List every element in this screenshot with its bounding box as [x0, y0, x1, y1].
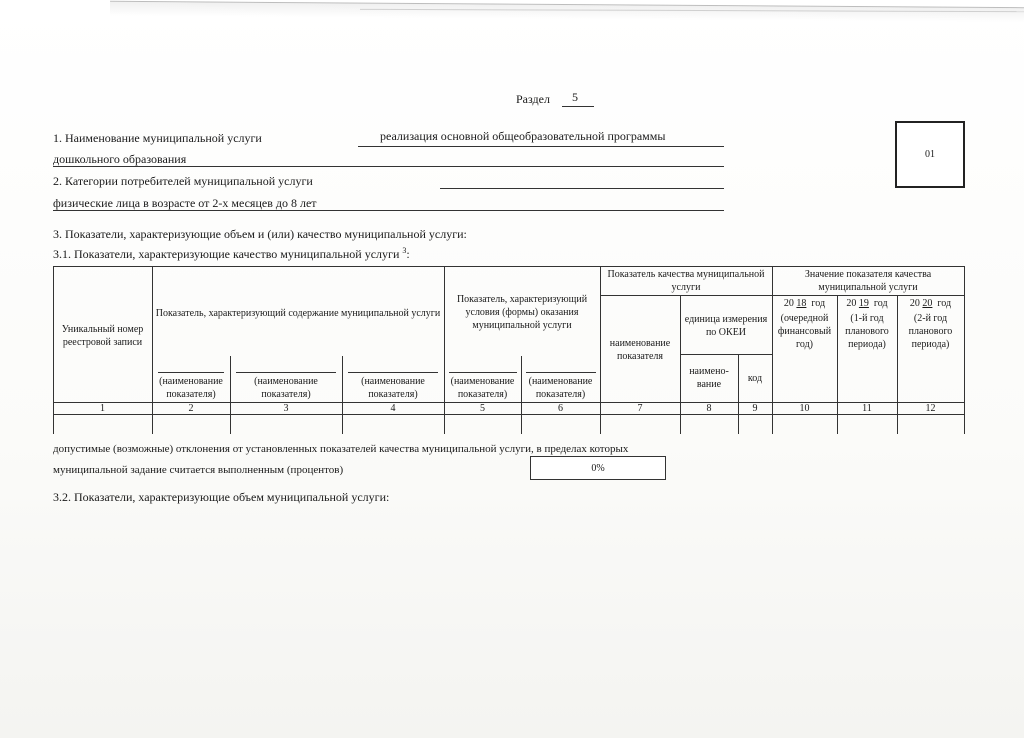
section-3-1-title [53, 246, 410, 262]
section-underline [562, 106, 594, 107]
col-number-6: 6 [558, 403, 563, 414]
th-indicator-3: (наименование показателя) [254, 376, 318, 400]
col-number-12: 12 [925, 403, 936, 414]
col-number-3: 3 [283, 403, 289, 414]
year-1-prefix: 20 [783, 297, 794, 309]
blank-line-6 [526, 372, 596, 373]
col-number-11: 11 [862, 403, 872, 414]
blank-line-2 [158, 372, 224, 373]
service-name-value-2: дошкольного образования [53, 152, 187, 166]
th-indicator-6: (наименование показателя) [528, 376, 593, 400]
th-indicator-2: (наименование показателя) [159, 376, 223, 400]
code-box [895, 121, 965, 188]
deviation-percent: 0% [591, 462, 605, 474]
section-label: Раздел [516, 92, 550, 106]
deviation-percent-box [530, 456, 666, 480]
service-name-value-1: реализация основной общеобразовательной программы [380, 129, 666, 143]
col-number-4: 4 [390, 403, 396, 414]
section-3-2-title: 3.2. Показатели, характеризующие объем муниципальной услуги: [53, 490, 390, 504]
consumers-underline-1 [440, 188, 724, 189]
th-quality-value: Значение показателя качества муниципальной услуги [804, 268, 932, 293]
th-name-indicator: наименование показателя [609, 338, 671, 362]
section-number: 5 [572, 90, 578, 104]
th-indicator-4: (наименование показателя) [361, 376, 425, 400]
th-content-indicator: Показатель, характеризующий содержание муниципальной услуги [155, 307, 441, 319]
col-number-5: 5 [480, 403, 485, 414]
th-indicator-5: (наименование показателя) [450, 376, 515, 400]
code-value: 01 [925, 149, 935, 160]
year-3-num: 20 [922, 297, 933, 309]
year-2-num: 19 [858, 297, 869, 309]
footnote-mark: 3 [402, 246, 407, 255]
year-3-prefix: 20 [909, 297, 920, 309]
table-vline-12 [964, 266, 965, 434]
col-number-8: 8 [706, 403, 712, 414]
th-unit-code: код [747, 372, 763, 384]
blank-line-4 [348, 372, 438, 373]
service-name-underline-2 [53, 166, 724, 167]
service-name-label: 1. Наименование муниципальной услуги [53, 131, 262, 145]
table-hline-unit [680, 354, 772, 355]
th-year-1 [773, 296, 836, 310]
th-quality-indicator: Показатель качества муниципальной услуги [607, 268, 765, 293]
th-year-1-desc: (очередной финансовый год) [777, 312, 832, 350]
th-unique-number: Уникальный номер реестровой записи [61, 324, 144, 348]
service-name-underline-1 [358, 146, 724, 147]
section-3-title: 3. Показатели, характеризующие объем и (или) качество муниципальной услуги: [53, 227, 467, 241]
deviation-line-1: допустимые (возможные) отклонения от установленных показателей качества муниципальной услуги, в пределах которых [53, 443, 629, 455]
year-2-prefix: 20 [846, 297, 857, 309]
year-1-suffix: год [811, 297, 826, 309]
col-number-2: 2 [188, 403, 194, 414]
deviation-line-2: муниципальной задание считается выполненным (процентов) [53, 464, 344, 476]
section-3-1-colon: : [406, 247, 410, 261]
col-number-7: 7 [637, 403, 643, 414]
col-number-1: 1 [100, 403, 105, 414]
section-3-1-text: 3.1. Показатели, характеризующие качество муниципальной услуги [53, 247, 400, 261]
col-number-9: 9 [752, 403, 758, 414]
th-conditions-indicator: Показатель, характеризующий условия (формы) оказания муниципальной услуги [456, 293, 588, 331]
blank-line-3 [236, 372, 336, 373]
year-2-suffix: год [873, 297, 888, 309]
th-year-3 [898, 296, 963, 310]
consumers-label: 2. Категории потребителей муниципальной услуги [53, 174, 313, 188]
th-unit-name: наимено-вание [689, 366, 729, 390]
th-year-3-desc: (2-й год планового периода) [908, 312, 953, 350]
blank-line-5 [449, 372, 517, 373]
consumers-value: физические лица в возрасте от 2-х месяцев до 8 лет [53, 196, 317, 210]
th-year-2-desc: (1-й год планового периода) [845, 312, 889, 350]
th-year-2 [838, 296, 896, 310]
consumers-underline-2 [53, 210, 724, 211]
col-number-10: 10 [799, 403, 810, 414]
th-unit-okei: единица измерения по ОКЕИ [684, 314, 768, 338]
year-3-suffix: год [937, 297, 952, 309]
year-1-num: 18 [796, 297, 807, 309]
